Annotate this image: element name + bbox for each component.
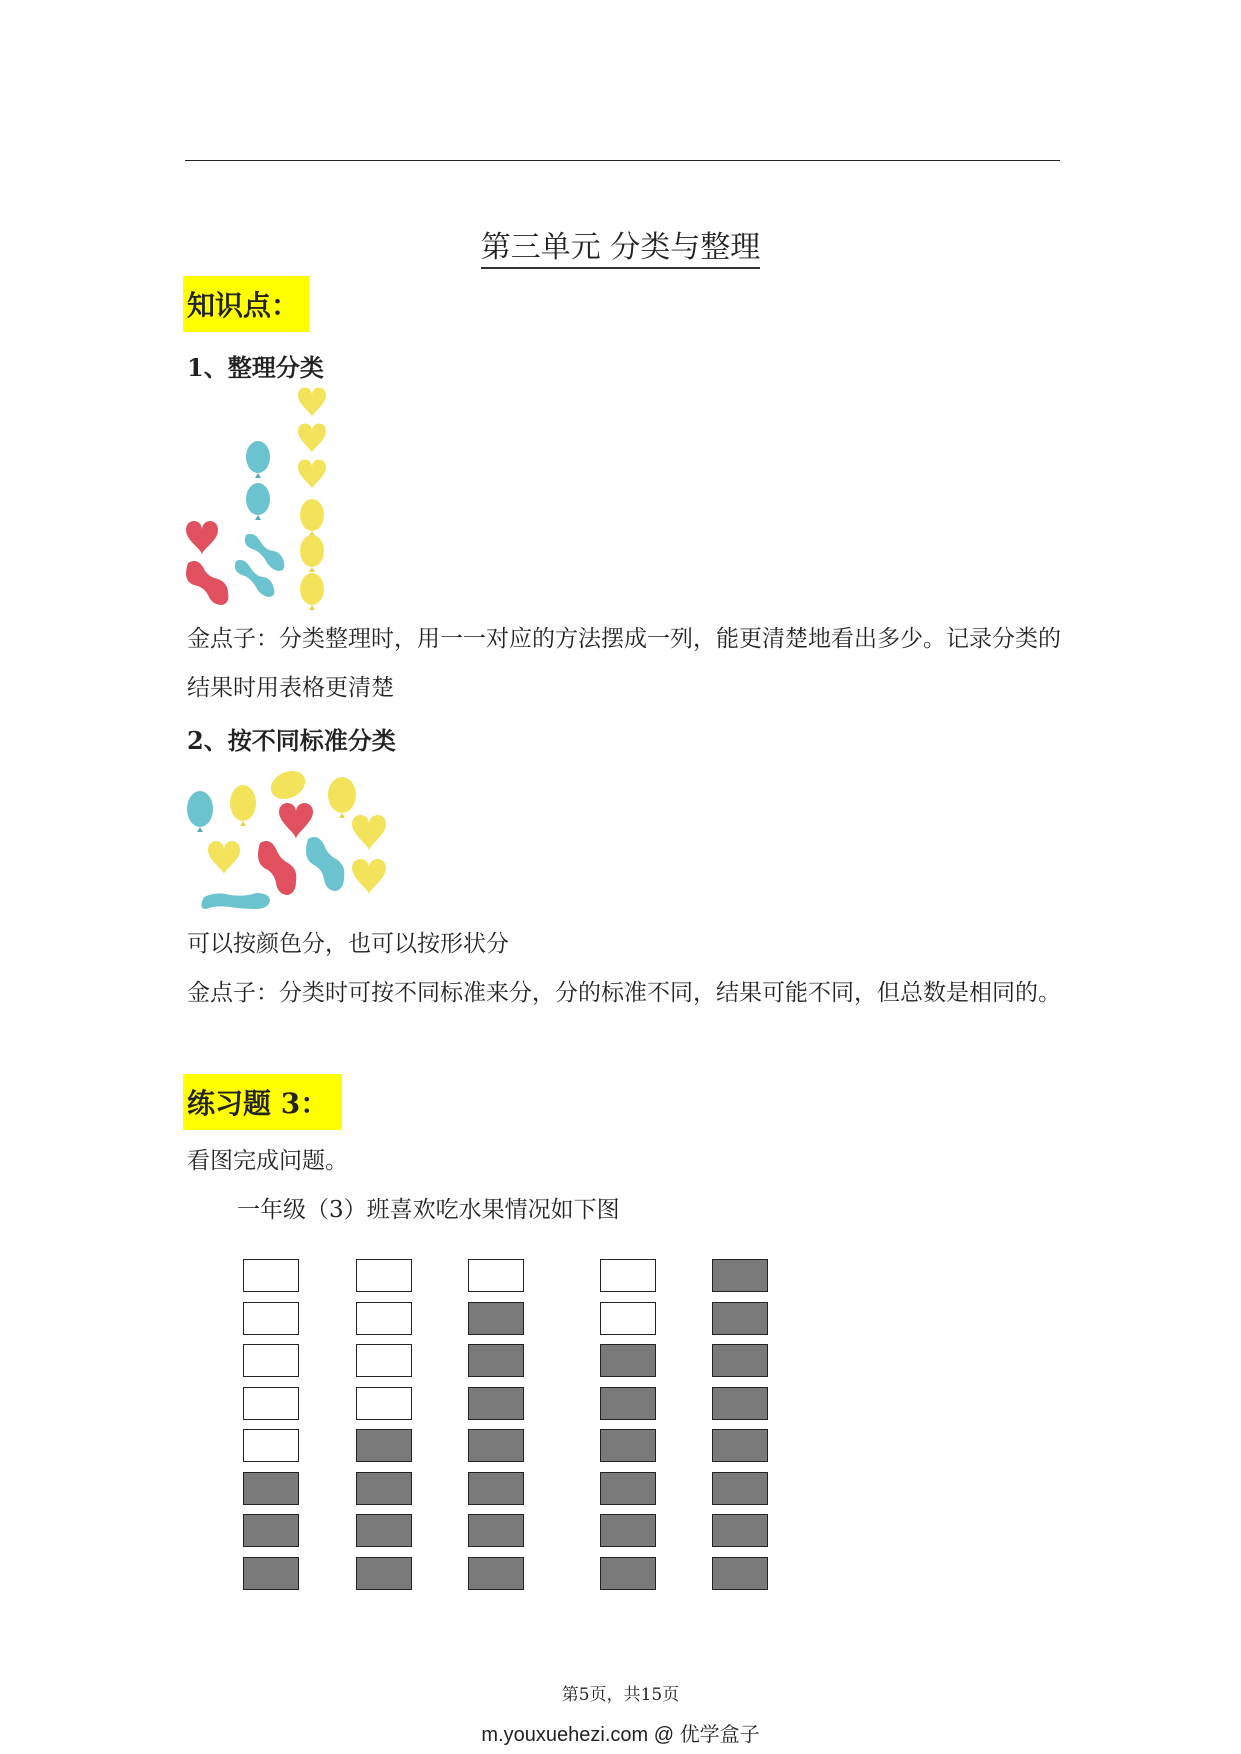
empty-box — [356, 1387, 412, 1420]
yellow-heart-icon — [352, 815, 386, 851]
filled-box — [712, 1472, 768, 1505]
blue-long-balloon-icon — [201, 893, 270, 909]
empty-box — [243, 1259, 299, 1292]
red-heart-icon — [279, 803, 313, 839]
page-title-text: 第三单元 分类与整理 — [481, 230, 761, 269]
empty-box — [356, 1344, 412, 1377]
blue-balloon-icon — [187, 791, 213, 832]
empty-box — [600, 1259, 656, 1292]
knowledge-label: 知识点： — [183, 276, 309, 332]
yellow-heart-icon — [208, 841, 240, 875]
yellow-balloon-icon — [328, 777, 356, 818]
empty-box — [243, 1387, 299, 1420]
filled-box — [468, 1344, 524, 1377]
tip2-label: 金点子： — [187, 980, 279, 1006]
site-watermark: m.youxuehezi.com @ 优学盒子 — [481, 1724, 760, 1746]
filled-box — [712, 1514, 768, 1547]
yellow-balloon-icon — [300, 573, 324, 610]
tip1-paragraph — [187, 615, 1067, 713]
blue-long-balloon-icon — [306, 837, 344, 891]
filled-box — [712, 1302, 768, 1335]
tip1-text: 分类整理时，用一一对应的方法摆成一列，能更清楚地看出多少。记录分类的结果时用表格更清楚 — [187, 626, 1061, 701]
practice-instruction: 看图完成问题。 — [187, 1148, 348, 1174]
red-long-balloon-icon — [258, 841, 296, 895]
filled-box — [468, 1514, 524, 1547]
filled-box — [356, 1429, 412, 1462]
filled-box — [600, 1344, 656, 1377]
page-title — [0, 222, 1241, 266]
red-long-balloon-icon — [186, 561, 228, 605]
tip1-label: 金点子： — [187, 626, 279, 652]
yellow-balloon-icon — [266, 766, 310, 805]
blue-balloon-icon — [246, 441, 270, 478]
yellow-balloon-icon — [300, 535, 324, 572]
filled-box — [356, 1514, 412, 1547]
empty-box — [356, 1259, 412, 1292]
yellow-balloon-icon — [300, 499, 324, 536]
filled-box — [468, 1429, 524, 1462]
header-rule — [185, 160, 1060, 161]
item1-heading: 1、整理分类 — [187, 353, 324, 382]
mixed-items-figure — [180, 765, 410, 915]
filled-box — [243, 1557, 299, 1590]
blue-long-balloon-icon — [245, 534, 285, 571]
blue-long-balloon-icon — [235, 560, 275, 597]
red-heart-icon — [186, 521, 218, 555]
empty-box — [243, 1429, 299, 1462]
blue-balloon-icon — [246, 483, 270, 520]
empty-box — [468, 1259, 524, 1292]
filled-box — [356, 1472, 412, 1505]
filled-box — [468, 1557, 524, 1590]
yellow-heart-icon — [298, 424, 326, 454]
yellow-heart-icon — [298, 388, 326, 418]
sorted-groups-figure — [180, 385, 350, 615]
empty-box — [243, 1302, 299, 1335]
filled-box — [243, 1514, 299, 1547]
item2-note: 可以按颜色分，也可以按形状分 — [187, 931, 509, 957]
filled-box — [712, 1557, 768, 1590]
chart-caption: 一年级（3）班喜欢吃水果情况如下图 — [237, 1197, 620, 1223]
filled-box — [600, 1514, 656, 1547]
filled-box — [243, 1472, 299, 1505]
filled-box — [356, 1557, 412, 1590]
filled-box — [468, 1387, 524, 1420]
filled-box — [712, 1387, 768, 1420]
filled-box — [468, 1302, 524, 1335]
filled-box — [600, 1557, 656, 1590]
filled-box — [468, 1472, 524, 1505]
practice-label: 练习题 3： — [183, 1074, 342, 1130]
filled-box — [712, 1259, 768, 1292]
tip2-paragraph — [187, 969, 1067, 1018]
item2-heading: 2、按不同标准分类 — [187, 726, 396, 755]
filled-box — [712, 1429, 768, 1462]
empty-box — [600, 1302, 656, 1335]
yellow-heart-icon — [298, 460, 326, 490]
empty-box — [243, 1344, 299, 1377]
page-number: 第5页，共15页 — [561, 1685, 680, 1705]
yellow-heart-icon — [352, 859, 386, 895]
tip2-text: 分类时可按不同标准来分，分的标准不同，结果可能不同，但总数是相同的。 — [279, 980, 1061, 1006]
filled-box — [712, 1344, 768, 1377]
filled-box — [600, 1429, 656, 1462]
empty-box — [356, 1302, 412, 1335]
filled-box — [600, 1387, 656, 1420]
filled-box — [600, 1472, 656, 1505]
yellow-balloon-icon — [230, 785, 256, 826]
